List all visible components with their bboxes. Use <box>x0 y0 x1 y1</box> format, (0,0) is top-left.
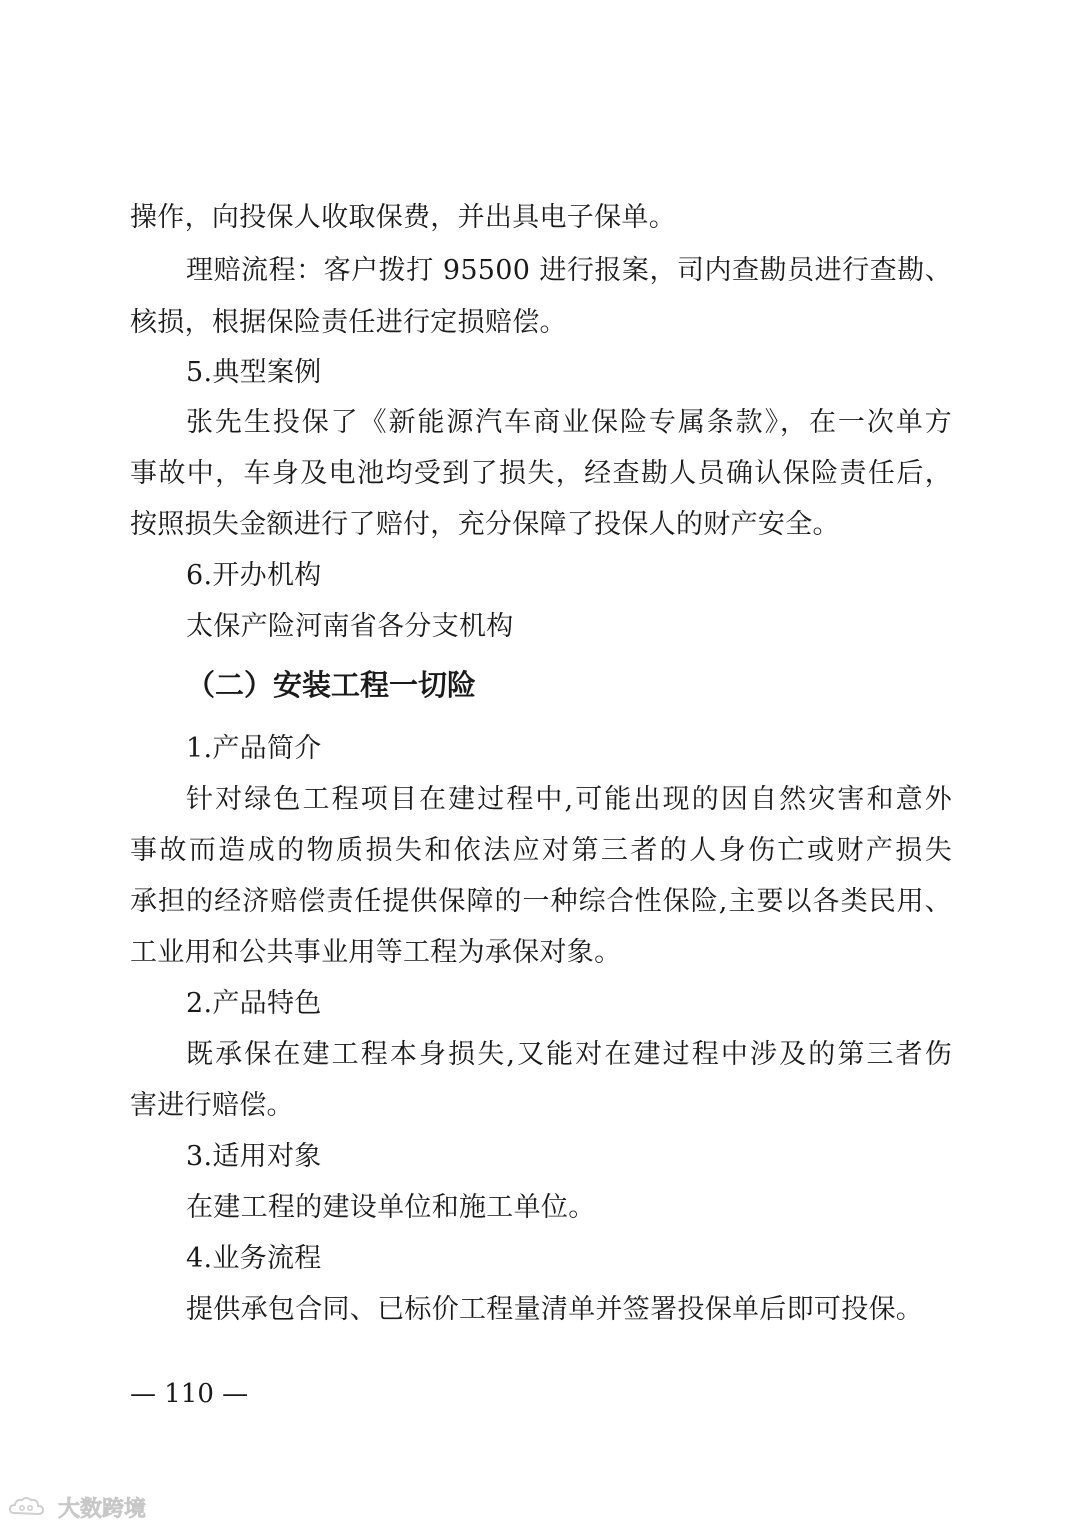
section-label: 6.开办机构 <box>186 560 322 591</box>
section-label: 3.适用对象 <box>186 1141 322 1172</box>
paragraph-line: 理赔流程：客户拨打 95500 进行报案，司内查勘员进行查勘、 <box>186 255 952 286</box>
paragraph-line: 承担的经济赔偿责任提供保障的一种综合性保险,主要以各类民用、 <box>130 886 952 917</box>
paragraph-line: 操作，向投保人收取保费，并出具电子保单。 <box>130 202 676 233</box>
section-label: 1.产品简介 <box>186 733 322 764</box>
paragraph-line: 在建工程的建设单位和施工单位。 <box>186 1192 596 1223</box>
cloud-logo-icon <box>8 1495 52 1519</box>
paragraph-line: 太保产险河南省各分支机构 <box>186 611 514 642</box>
paragraph-line: 提供承包合同、已标价工程量清单并签署投保单后即可投保。 <box>186 1294 924 1325</box>
section-heading: （二）安装工程一切险 <box>186 668 477 702</box>
paragraph-line: 张先生投保了《新能源汽车商业保险专属条款》，在一次单方 <box>186 407 952 438</box>
paragraph-line: 害进行赔偿。 <box>130 1090 294 1121</box>
watermark-text: 大数跨境 <box>58 1496 147 1522</box>
watermark <box>8 1492 146 1522</box>
page-number: — 110 — <box>130 1379 249 1409</box>
paragraph-line: 工业用和公共事业用等工程为承保对象。 <box>130 937 622 968</box>
section-label: 5.典型案例 <box>186 357 322 388</box>
paragraph-line: 既承保在建工程本身损失,又能对在建过程中涉及的第三者伤 <box>186 1039 952 1070</box>
paragraph-line: 按照损失金额进行了赔付，充分保障了投保人的财产安全。 <box>130 509 840 540</box>
section-label: 2.产品特色 <box>186 988 322 1019</box>
paragraph-line: 针对绿色工程项目在建过程中,可能出现的因自然灾害和意外 <box>186 784 952 815</box>
section-label: 4.业务流程 <box>186 1243 322 1274</box>
paragraph-line: 事故中，车身及电池均受到了损失，经查勘人员确认保险责任后， <box>130 458 952 489</box>
paragraph-line: 事故而造成的物质损失和依法应对第三者的人身伤亡或财产损失 <box>130 835 952 866</box>
paragraph-line: 核损，根据保险责任进行定损赔偿。 <box>130 307 567 338</box>
